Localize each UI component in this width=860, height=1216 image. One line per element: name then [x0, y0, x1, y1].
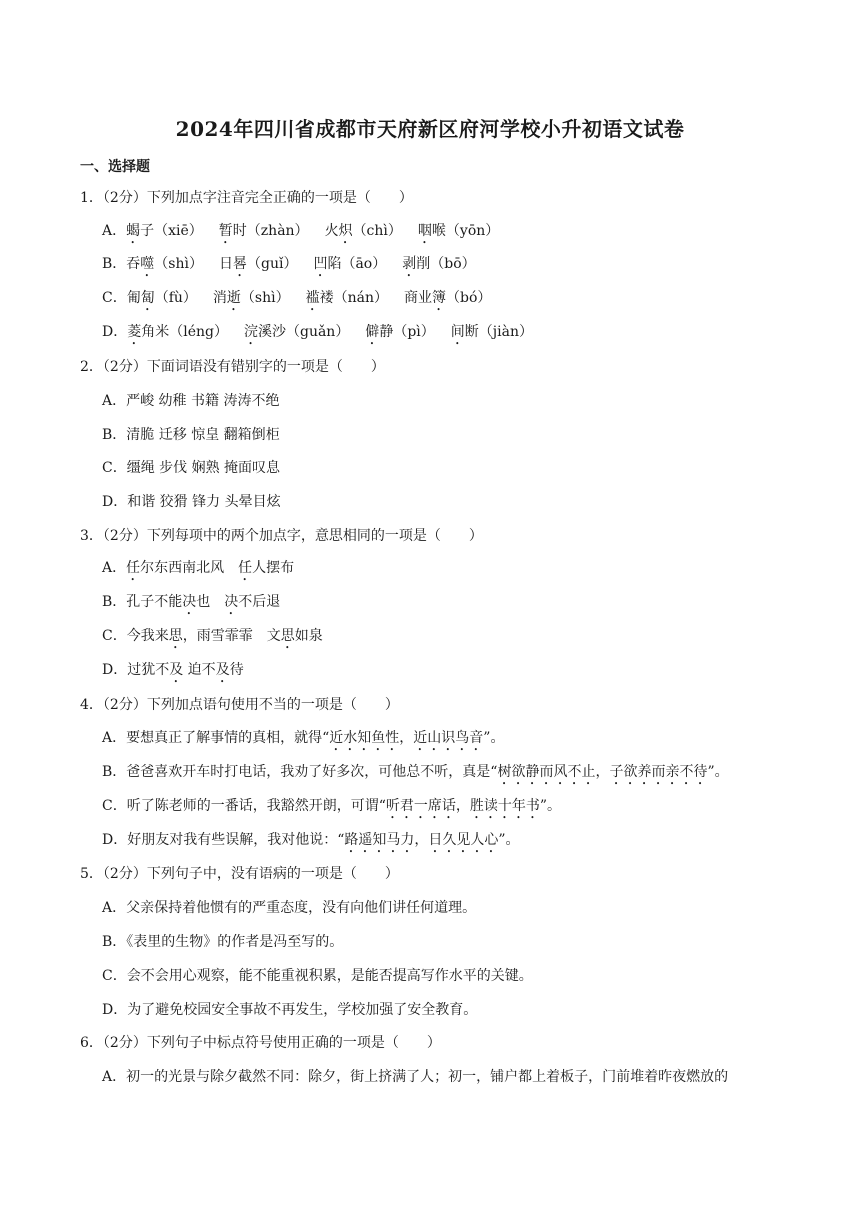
question-4-option-d: D．好朋友对我有些误解，我对他说：“路遥知马力，日久见人心”。	[102, 832, 520, 848]
question-4-option-c: C．听了陈老师的一番话，我豁然开朗，可谓“听君一席话，胜读十年书”。	[102, 798, 562, 814]
question-1-option-d: D．菱角米（léng） 浣溪沙（guǎn） 僻静（pì） 间断（jiàn）	[102, 324, 533, 340]
question-4-stem: 4．（2分）下列加点语句使用不当的一项是（ ）	[80, 697, 399, 713]
question-5-stem: 5．（2分）下列句子中，没有语病的一项是（ ）	[80, 866, 399, 882]
question-2-option-d: D．和谐 狡猾 锋力 头晕目炫	[102, 494, 281, 510]
question-6-stem: 6．（2分）下列句子中标点符号使用正确的一项是（ ）	[80, 1035, 441, 1051]
question-1-option-a: A．蝎子（xiē） 暂时（zhàn） 火炽（chì） 咽喉（yōn）	[102, 223, 500, 239]
question-2-option-a: A．严峻 幼稚 书籍 涛涛不绝	[102, 393, 280, 409]
question-3-option-a: A．任尔东西南北风 任人摆布	[102, 560, 295, 576]
question-3-stem: 3．（2分）下列每项中的两个加点字，意思相同的一项是（ ）	[80, 528, 483, 544]
question-2-option-c: C．缰绳 步伐 娴熟 掩面叹息	[102, 460, 281, 476]
question-1-stem: 1．（2分）下列加点字注音完全正确的一项是（ ）	[80, 190, 413, 206]
question-3-option-c: C．今我来思，雨雪霏霏 文思如泉	[102, 628, 323, 644]
question-2-stem: 2．（2分）下面词语没有错别字的一项是（ ）	[80, 359, 385, 375]
question-5-option-b: B．《表里的生物》的作者是冯至写的。	[102, 934, 344, 950]
question-4-option-a: A．要想真正了解事情的真相，就得“近水知鱼性，近山识鸟音”。	[102, 730, 505, 746]
question-1-option-b: B．吞噬（shì） 日晷（guǐ） 凹陷（āo） 剥削（bō）	[102, 256, 476, 272]
question-5-option-d: D．为了避免校园安全事故不再发生，学校加强了安全教育。	[102, 1002, 478, 1018]
question-5-option-a: A．父亲保持着他惯有的严重态度，没有向他们讲任何道理。	[102, 900, 477, 916]
question-6-option-a: A．初一的光景与除夕截然不同：除夕，街上挤满了人；初一，铺户都上着板子，门前堆着昨夜燃放的	[102, 1069, 729, 1085]
page-title: 2024年四川省成都市天府新区府河学校小升初语文试卷	[175, 117, 685, 141]
question-5-option-c: C．会不会用心观察，能不能重视积累，是能否提高写作水平的关键。	[102, 968, 533, 984]
question-4-option-b: B．爸爸喜欢开车时打电话，我劝了好多次，可他总不听，真是“树欲静而风不止，子欲养而亲不待”。	[102, 764, 729, 780]
question-2-option-b: B．清脆 迁移 惊皇 翻箱倒柜	[102, 427, 280, 443]
section-heading: 一、选择题	[80, 159, 150, 175]
question-3-option-b: B．孔子不能决也 决不后退	[102, 594, 281, 610]
question-1-option-c: C．匍匐（fù） 消逝（shì） 褴褛（nán） 商业簿（bó）	[102, 290, 492, 306]
question-3-option-d: D．过犹不及 迫不及待	[102, 662, 244, 678]
